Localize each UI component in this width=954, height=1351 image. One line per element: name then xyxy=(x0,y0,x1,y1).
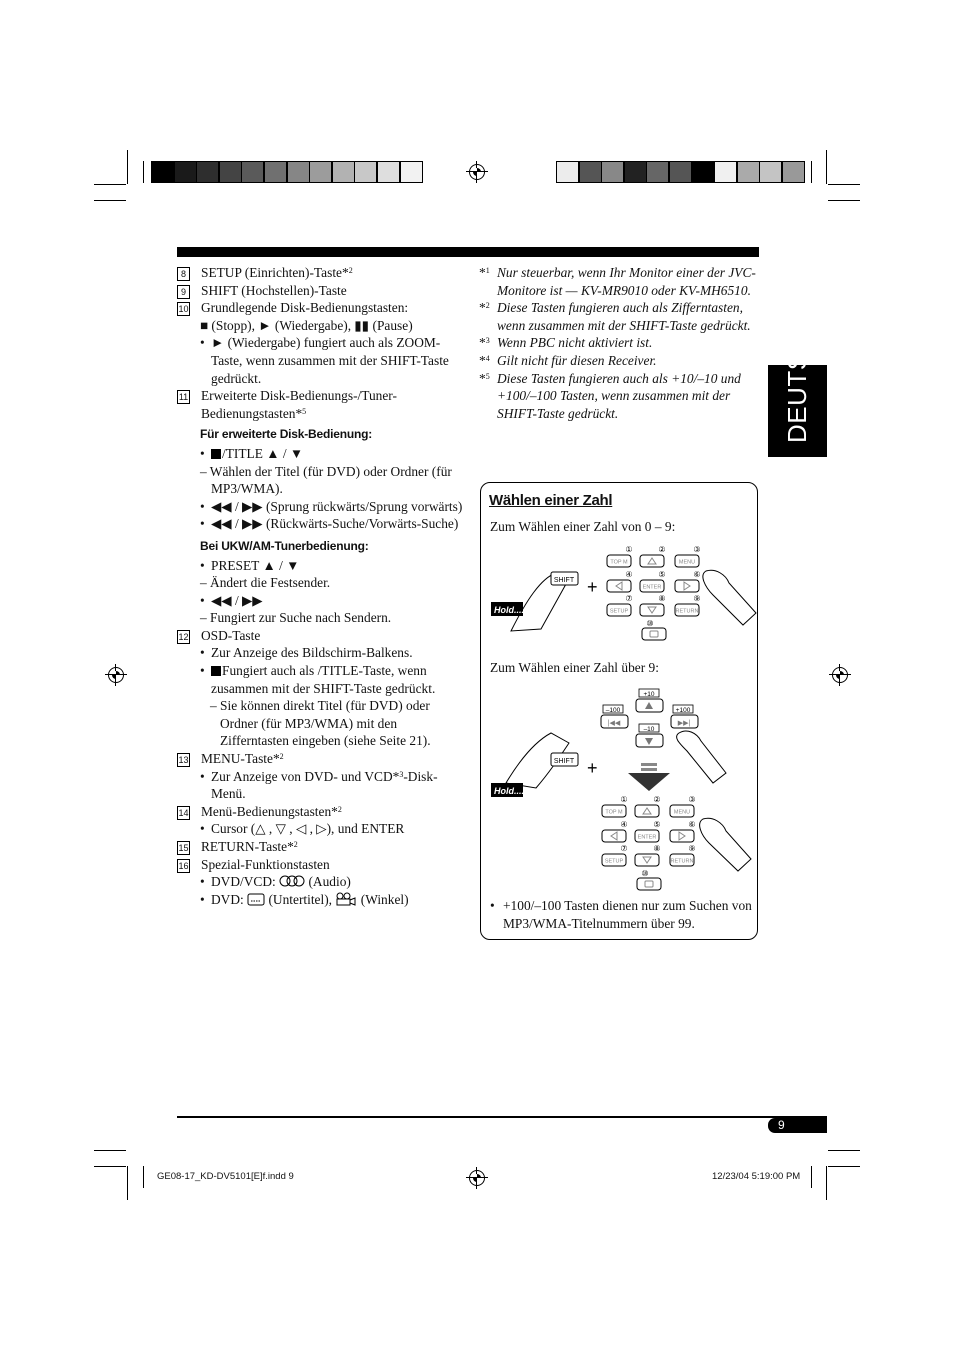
crop-mark xyxy=(127,150,128,184)
item-12 xyxy=(177,627,467,645)
digit-label: ④ xyxy=(620,820,628,829)
color-swatch xyxy=(151,161,174,183)
caption-0-9: Zum Wählen einer Zahl von 0 – 9: xyxy=(490,519,676,534)
item-10 xyxy=(177,299,467,317)
footer-filename: GE08-17_KD-DV5101[E]f.indd 9 xyxy=(157,1171,294,1182)
digit-label: ② xyxy=(653,795,661,804)
footnote xyxy=(479,370,769,423)
diagram-0-9 xyxy=(491,545,756,640)
item-text: Menü-Bedienungstasten* xyxy=(201,803,338,819)
color-swatch xyxy=(332,161,355,183)
item-subtext: ■ (Stopp), ► (Wiedergabe), ▮▮ (Pause) xyxy=(200,317,413,333)
bullet-text: ► (Wiedergabe) fungiert auch als ZOOM-Taste, wenn zusammen mit der SHIFT-Taste gedrückt. xyxy=(211,335,449,386)
box-note-text: +100/–100 Tasten dienen nur zum Suchen von MP3/WMA-Titelnummern über 99. xyxy=(503,898,752,931)
key-label: +100 xyxy=(675,707,691,714)
footnote-ref: 5 xyxy=(302,406,307,416)
shift-label: SHIFT xyxy=(553,758,575,765)
item-8 xyxy=(177,264,467,282)
item-9 xyxy=(177,282,467,300)
item-number: 13 xyxy=(178,755,189,766)
registration-mark-icon xyxy=(108,667,124,683)
key-label: ENTER xyxy=(642,584,662,591)
registration-mark-icon xyxy=(469,164,485,180)
key-label: SETUP xyxy=(604,858,624,865)
remote-key xyxy=(640,604,664,616)
item-text: Spezial-Funktionstasten xyxy=(201,856,330,872)
item-number: 9 xyxy=(177,285,190,299)
dash-text: – Sie können direkt Titel (für DVD) oder Ordner (für MP3/WMA) mit den Zifferntasten eingeben (siehe Seite 21). xyxy=(210,698,431,749)
remote-key xyxy=(670,830,694,842)
section-heading: Für erweiterte Disk-Bedienung: xyxy=(200,427,373,442)
subtitle-icon xyxy=(247,893,265,906)
footnote-text: Diese Tasten fungieren auch als Zifferntasten, wenn zusammen mit der SHIFT-Taste gedrückt. xyxy=(497,300,751,333)
bullet-text: DVD/VCD: xyxy=(211,874,276,890)
remote-illustration xyxy=(481,483,757,903)
bullet: • PRESET ▲ / ▼ xyxy=(200,557,300,573)
color-swatch xyxy=(782,161,805,183)
number-selection-box xyxy=(480,482,758,940)
bullet-text: Zur Anzeige des Bildschirm-Balkens. xyxy=(211,645,413,661)
header-rule xyxy=(177,247,759,257)
footnote xyxy=(479,299,769,334)
crop-mark xyxy=(127,1166,128,1200)
remote-key-zero xyxy=(637,878,661,890)
item-text: OSD-Taste xyxy=(201,627,261,643)
bullet-text: (Untertitel), xyxy=(268,891,333,907)
item-text: SETUP (Einrichten)-Taste* xyxy=(201,265,349,280)
color-swatch xyxy=(669,161,692,183)
remote-key xyxy=(635,805,659,817)
crop-mark xyxy=(811,1166,812,1188)
footer-timestamp: 12/23/04 5:19:00 PM xyxy=(712,1171,801,1182)
digit-label: ⑦ xyxy=(625,594,633,603)
color-swatch xyxy=(556,161,579,183)
color-swatch xyxy=(264,161,287,183)
digit-label: ⑥ xyxy=(688,820,696,829)
key-label: MENU xyxy=(678,559,696,566)
item-text: Grundlegende Disk-Bedienungstasten: xyxy=(201,300,409,316)
folder-icon xyxy=(211,449,221,459)
item-13 xyxy=(177,750,467,768)
digit-label: ⑥ xyxy=(693,570,701,579)
bullet-text: Cursor (△ , ▽ , ◁ , ▷), und ENTER xyxy=(211,821,405,837)
remote-key xyxy=(675,580,699,592)
angle-icon xyxy=(335,892,357,906)
key-label: TOP M xyxy=(605,809,623,816)
color-swatch xyxy=(579,161,602,183)
color-swatch xyxy=(287,161,310,183)
registration-mark-icon xyxy=(832,667,848,683)
digit-label: ⑨ xyxy=(688,844,696,853)
item-number: 14 xyxy=(178,807,189,818)
plus-sign: + xyxy=(587,577,598,597)
crop-mark xyxy=(828,184,860,185)
bullet: • ◀◀ / ▶▶ (Rückwärts-Suche/Vorwärts-Suche) xyxy=(200,516,459,532)
item-text: RETURN-Taste* xyxy=(201,839,294,854)
digit-label: ② xyxy=(658,545,666,554)
crop-mark xyxy=(811,161,812,183)
language-tab-label: DEUTSCH xyxy=(782,313,812,443)
bullet: • ◀◀ / ▶▶ (Sprung rückwärts/Sprung vorwärts) xyxy=(200,498,463,514)
diagram-over-9 xyxy=(491,689,751,890)
bullet-text: /TITLE ▲ / ▼ xyxy=(222,445,304,461)
bullet: • ◀◀ / ▶▶ xyxy=(200,592,263,608)
key-label: MENU xyxy=(673,809,691,816)
crop-mark xyxy=(143,161,144,183)
color-swatch xyxy=(646,161,669,183)
crop-mark xyxy=(143,1166,144,1188)
folder-icon xyxy=(211,666,221,676)
remote-key xyxy=(607,580,631,592)
footnote-ref: 3 xyxy=(399,769,404,779)
bullet-text: ◀◀ / ▶▶ xyxy=(211,592,263,608)
color-swatch xyxy=(377,161,400,183)
item-number: 11 xyxy=(178,392,189,403)
item-text: SHIFT (Hochstellen)-Taste xyxy=(201,282,347,298)
box-title: Wählen einer Zahl xyxy=(489,492,613,509)
bullet-text: Fungiert auch als /TITLE-Taste, wenn zusammen mit der SHIFT-Taste gedrückt. xyxy=(211,663,436,696)
key-label: –10 xyxy=(643,726,655,733)
item-text: MENU-Taste* xyxy=(201,751,280,767)
crop-mark xyxy=(826,1166,827,1200)
item-11 xyxy=(177,387,467,422)
crop-mark xyxy=(94,200,126,201)
key-descriptions xyxy=(177,264,467,908)
crop-mark xyxy=(94,184,126,185)
remote-key xyxy=(635,854,659,866)
dash-text: – Wählen der Titel (für DVD) oder Ordner (für MP3/WMA). xyxy=(200,463,452,497)
digit-label: ⑤ xyxy=(653,820,661,829)
key-label: SETUP xyxy=(609,608,629,615)
dash-text: – Fungiert zur Suche nach Sendern. xyxy=(200,610,392,626)
footnote xyxy=(479,352,769,370)
footnote xyxy=(479,264,769,299)
plus-sign: + xyxy=(587,758,598,778)
footnote-text: Wenn PBC nicht aktiviert ist. xyxy=(497,335,653,351)
footnote-key: *$^5$ xyxy=(479,370,490,386)
footnote-ref: 2 xyxy=(279,752,284,762)
bullet-text: -Disk-Menü. xyxy=(211,768,438,802)
caption-over-9: Zum Wählen einer Zahl über 9: xyxy=(490,660,659,675)
bullet-text: DVD: xyxy=(211,891,244,907)
hold-label: Hold.... xyxy=(494,786,524,796)
key-label: +10 xyxy=(643,691,655,698)
color-swatch xyxy=(692,161,715,183)
digit-label: ③ xyxy=(693,545,701,554)
digit-label: ⑩ xyxy=(641,869,649,878)
key-label: RETURN xyxy=(675,608,699,615)
crop-mark xyxy=(826,150,827,184)
key-label: RETURN xyxy=(670,858,694,865)
color-swatch xyxy=(601,161,624,183)
bullet: • Cursor (△ , ▽ , ◁ , ▷), und ENTER xyxy=(200,821,405,837)
shift-label: SHIFT xyxy=(553,577,575,584)
bullet: • DVD/VCD: (Audio) xyxy=(200,874,351,890)
bullet: • /TITLE ▲ / ▼ xyxy=(200,445,304,461)
footnote xyxy=(479,334,769,352)
box-note: • +100/–100 Tasten dienen nur zum Suchen von MP3/WMA-Titelnummern über 99. xyxy=(490,898,752,931)
footnote-ref: 2 xyxy=(337,804,342,814)
digit-label: ⑨ xyxy=(693,594,701,603)
color-swatch xyxy=(714,161,737,183)
crop-mark xyxy=(94,1150,126,1151)
remote-key xyxy=(602,830,626,842)
color-swatch xyxy=(241,161,264,183)
footnote-text: Nur steuerbar, wenn Ihr Monitor einer der JVC-Monitore ist — KV-MR9010 oder KV-MH6510. xyxy=(497,265,756,298)
bullet-text: (Audio) xyxy=(308,874,351,890)
bullet-text: (Winkel) xyxy=(360,891,409,907)
color-swatch xyxy=(309,161,332,183)
color-swatch xyxy=(196,161,219,183)
digit-label: ⑧ xyxy=(658,594,666,603)
item-14 xyxy=(177,803,467,821)
footnote-key: *$^1$ xyxy=(479,265,490,280)
footer-rule xyxy=(177,1116,827,1118)
item-number: 12 xyxy=(178,631,189,642)
svg-text:|◀◀: |◀◀ xyxy=(607,720,621,727)
bullet-text: Zur Anzeige von DVD- und VCD* xyxy=(211,768,400,784)
footnote-key: *$^3$ xyxy=(479,335,490,351)
dash-text: – Ändert die Festsender. xyxy=(200,575,331,591)
item-number: 16 xyxy=(178,860,189,871)
item-number: 15 xyxy=(178,843,189,853)
digit-label: ⑩ xyxy=(646,619,654,628)
remote-key-zero xyxy=(642,628,666,640)
section-heading: Bei UKW/AM-Tunerbedienung: xyxy=(200,538,369,553)
language-tab xyxy=(768,313,827,457)
crop-mark xyxy=(828,200,860,201)
digit-label: ④ xyxy=(625,570,633,579)
bullet: • DVD: (Untertitel), (Winkel) xyxy=(200,891,409,907)
footnote-text: Diese Tasten fungieren auch als +10/–10 und +100/–100 Tasten, wenn zusammen mit der SHIFT-Taste gedrückt. xyxy=(497,370,741,421)
key-label: –100 xyxy=(605,707,621,714)
footnote-key: *$^4$ xyxy=(479,352,490,368)
key-label: ENTER xyxy=(637,834,657,841)
audio-icon xyxy=(279,875,305,887)
remote-key xyxy=(640,555,664,567)
footnotes xyxy=(479,264,769,422)
bullet: • Fungiert auch als /TITLE-Taste, wenn zusammen mit der SHIFT-Taste gedrückt. xyxy=(200,663,436,696)
color-swatch xyxy=(759,161,782,183)
digit-label: ① xyxy=(620,795,628,804)
bullet: • Zur Anzeige von DVD- und VCD*$^3$-Disk-Menü. xyxy=(200,768,438,802)
color-swatch xyxy=(174,161,197,183)
item-number: 8 xyxy=(177,267,190,281)
footnote-ref: 2 xyxy=(293,840,298,849)
item-text: Erweiterte Disk-Bedienungs-/Tuner-Bedienungstasten* xyxy=(201,388,397,421)
registration-mark-icon xyxy=(469,1170,485,1186)
color-swatch xyxy=(737,161,760,183)
bullet-text: ◀◀ / ▶▶ (Rückwärts-Suche/Vorwärts-Suche) xyxy=(211,516,459,532)
footnote-text: Gilt nicht für diesen Receiver. xyxy=(497,352,657,368)
digit-label: ⑤ xyxy=(658,570,666,579)
color-swatch xyxy=(219,161,242,183)
item-15 xyxy=(177,838,467,856)
bullet: • Zur Anzeige des Bildschirm-Balkens. xyxy=(200,645,413,661)
digit-label: ⑧ xyxy=(653,844,661,853)
digit-label: ③ xyxy=(688,795,696,804)
svg-text:▶▶|: ▶▶| xyxy=(677,720,691,727)
bullet-text: PRESET ▲ / ▼ xyxy=(211,557,300,573)
key-label: TOP M xyxy=(610,559,628,566)
crop-mark xyxy=(94,1166,126,1167)
item-16 xyxy=(177,856,467,874)
digit-label: ① xyxy=(625,545,633,554)
digit-label: ⑦ xyxy=(620,844,628,853)
crop-mark xyxy=(828,1150,860,1151)
bullet: • ► (Wiedergabe) fungiert auch als ZOOM-Taste, wenn zusammen mit der SHIFT-Taste gedrückt. xyxy=(177,334,467,387)
color-swatch xyxy=(354,161,377,183)
crop-mark xyxy=(828,1166,860,1167)
footnote-ref: 2 xyxy=(348,266,353,275)
page-number: 9 xyxy=(768,1118,827,1133)
item-number: 10 xyxy=(178,304,189,315)
hold-label: Hold.... xyxy=(494,605,524,615)
bullet-text: ◀◀ / ▶▶ (Sprung rückwärts/Sprung vorwärts) xyxy=(211,498,463,514)
color-swatch xyxy=(400,161,423,183)
color-swatch xyxy=(624,161,647,183)
footnote-key: *$^2$ xyxy=(479,300,490,316)
